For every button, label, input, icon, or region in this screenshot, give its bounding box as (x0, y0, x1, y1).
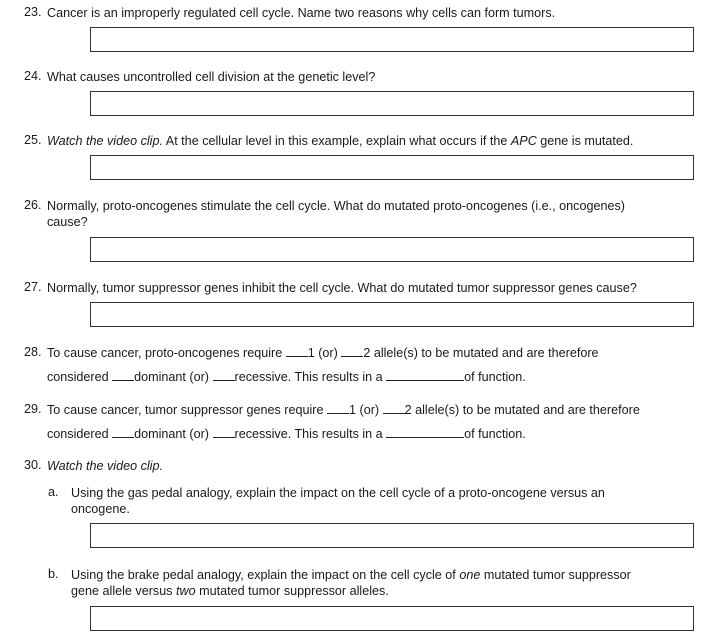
fill-blank[interactable] (383, 402, 405, 414)
fill-blank[interactable] (386, 426, 464, 438)
answer-box-24[interactable] (90, 91, 694, 116)
question-number: 29. (24, 402, 42, 416)
fill-blank[interactable] (286, 345, 308, 357)
question-28 (24, 345, 694, 385)
question-number: 23. (24, 5, 42, 19)
question-number: 27. (24, 280, 42, 294)
emphasis-one: one (459, 568, 481, 582)
question-line-2: considered dominant (or) recessive. This results in a of function. (47, 370, 526, 384)
question-line-1: To cause cancer, proto-oncogenes require 1 (or) 2 allele(s) to be mutated and are therefore (47, 346, 599, 360)
sub-letter: a. (48, 485, 59, 499)
fill-blank[interactable] (213, 426, 235, 438)
question-number: 25. (24, 133, 42, 147)
question-text: Cancer is an improperly regulated cell cycle. Name two reasons why cells can form tumors. (47, 6, 556, 20)
question-number: 26. (24, 198, 42, 212)
answer-box-26[interactable] (90, 237, 694, 262)
answer-box-30a[interactable] (90, 523, 694, 548)
sub-question-text: Using the brake pedal analogy, explain the impact on the cell cycle of one mutated tumor suppressor gene allele versus two mutated tumor suppressor alleles. (71, 568, 631, 598)
instruction-italic: Watch the video clip. (47, 459, 163, 473)
question-text: Normally, tumor suppressor genes inhibit the cell cycle. What do mutated tumor suppressor genes cause? (47, 281, 637, 295)
fill-blank[interactable] (386, 369, 464, 381)
question-text: Normally, proto-oncogenes stimulate the cell cycle. What do mutated proto-oncogenes (i.e., oncogenes) cause? (47, 199, 625, 229)
question-text: Watch the video clip. At the cellular level in this example, explain what occurs if the APC gene is mutated. (47, 134, 634, 148)
fill-blank[interactable] (112, 426, 134, 438)
fill-blank[interactable] (341, 345, 363, 357)
question-number: 24. (24, 69, 42, 83)
question-text (47, 458, 687, 474)
question-text: What causes uncontrolled cell division at the genetic level? (47, 70, 376, 84)
question-29 (24, 402, 694, 442)
gene-name: APC (510, 134, 537, 148)
question-number: 28. (24, 345, 42, 359)
fill-blank[interactable] (213, 369, 235, 381)
answer-box-23[interactable] (90, 27, 694, 52)
answer-box-27[interactable] (90, 302, 694, 327)
sub-letter: b. (48, 567, 59, 581)
answer-box-30b[interactable] (90, 606, 694, 631)
fill-blank[interactable] (112, 369, 134, 381)
instruction-italic: Watch the video clip. (47, 134, 163, 148)
question-number: 30. (24, 458, 42, 472)
question-line-2: considered dominant (or) recessive. This results in a of function. (47, 427, 526, 441)
fill-blank[interactable] (327, 402, 349, 414)
question-line-1: To cause cancer, tumor suppressor genes require 1 (or) 2 allele(s) to be mutated and are therefore (47, 403, 640, 417)
sub-question-text: Using the gas pedal analogy, explain the impact on the cell cycle of a proto-oncogene versus an oncogene. (71, 486, 605, 516)
answer-box-25[interactable] (90, 155, 694, 180)
emphasis-two: two (176, 584, 196, 598)
